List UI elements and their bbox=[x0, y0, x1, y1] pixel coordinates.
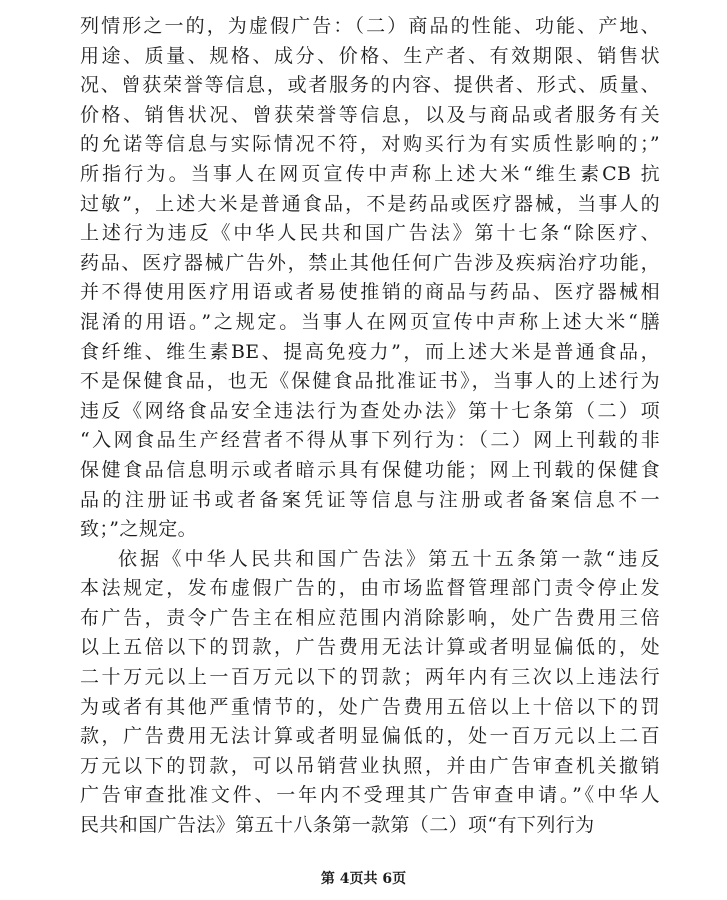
text-line: 以上五倍以下的罚款，广告费用无法计算或者明显偏低的，处 bbox=[80, 636, 660, 659]
text-line: 布广告，责令广告主在相应范围内消除影响，处广告费用三倍 bbox=[80, 606, 660, 629]
text-line: 过敏”，上述大米是普通食品，不是药品或医疗器械，当事人的 bbox=[80, 192, 660, 215]
text-line: 二十万元以上一百万元以下的罚款；两年内有三次以上违法行 bbox=[80, 666, 660, 689]
text-line: 品的注册证书或者备案凭证等信息与注册或者备案信息不一 bbox=[80, 488, 660, 511]
text-line: “入网食品生产经营者不得从事下列行为：（二）网上刊载的非 bbox=[80, 429, 660, 452]
text-line: 价格、销售状况、曾获荣誉等信息，以及与商品或者服务有关 bbox=[80, 103, 660, 126]
text-line: 致；”之规定。 bbox=[80, 518, 198, 541]
text-line: 万元以下的罚款，可以吊销营业执照，并由广告审查机关撤销 bbox=[80, 754, 660, 777]
text-line: 为或者有其他严重情节的，处广告费用五倍以上十倍以下的罚 bbox=[80, 695, 660, 718]
text-line: 保健食品信息明示或者暗示具有保健功能；网上刊载的保健食 bbox=[80, 458, 660, 481]
text-line: 本法规定，发布虚假广告的，由市场监督管理部门责令停止发 bbox=[80, 577, 660, 600]
paragraph bbox=[80, 545, 660, 841]
text-line: 违反《网络食品安全违法行为查处办法》第十七条第（二）项 bbox=[80, 399, 660, 422]
paragraph bbox=[80, 12, 660, 545]
text-line: 款，广告费用无法计算或者明显偏低的，处一百万元以上二百 bbox=[80, 725, 660, 748]
text-line: 况、曾获荣誉等信息，或者服务的内容、提供者、形式、质量、 bbox=[80, 74, 660, 97]
text-line: 混淆的用语。”之规定。当事人在网页宣传中声称上述大米“膳 bbox=[80, 310, 660, 333]
document-body bbox=[80, 12, 660, 841]
text-line: 不是保健食品，也无《保健食品批准证书》，当事人的上述行为 bbox=[80, 370, 660, 393]
text-line: 的允诺等信息与实际情况不符，对购买行为有实质性影响的；” bbox=[80, 133, 660, 156]
text-line: 列情形之一的，为虚假广告：（二）商品的性能、功能、产地、 bbox=[80, 15, 660, 37]
page-footer: 第 4页共 6页 bbox=[320, 871, 407, 887]
text-line: 民共和国广告法》第五十八条第一款第（二）项“有下列行为 bbox=[80, 814, 595, 837]
text-line: 依据《中华人民共和国广告法》第五十五条第一款“违反 bbox=[118, 547, 660, 570]
text-line: 药品、医疗器械广告外，禁止其他任何广告涉及疾病治疗功能， bbox=[80, 251, 660, 274]
text-line: 上述行为违反《中华人民共和国广告法》第十七条“除医疗、 bbox=[80, 222, 660, 245]
text-line: 所指行为。当事人在网页宣传中声称上述大米“维生素CB 抗 bbox=[80, 162, 660, 185]
text-line: 广告审查批准文件、一年内不受理其广告审查申请。”《中华人 bbox=[80, 784, 660, 807]
text-line: 用途、质量、规格、成分、价格、生产者、有效期限、销售状 bbox=[80, 44, 660, 67]
text-line: 食纤维、维生素BE、提高免疫力”，而上述大米是普通食品， bbox=[80, 340, 660, 363]
text-line: 并不得使用医疗用语或者易使推销的商品与药品、医疗器械相 bbox=[80, 281, 660, 304]
